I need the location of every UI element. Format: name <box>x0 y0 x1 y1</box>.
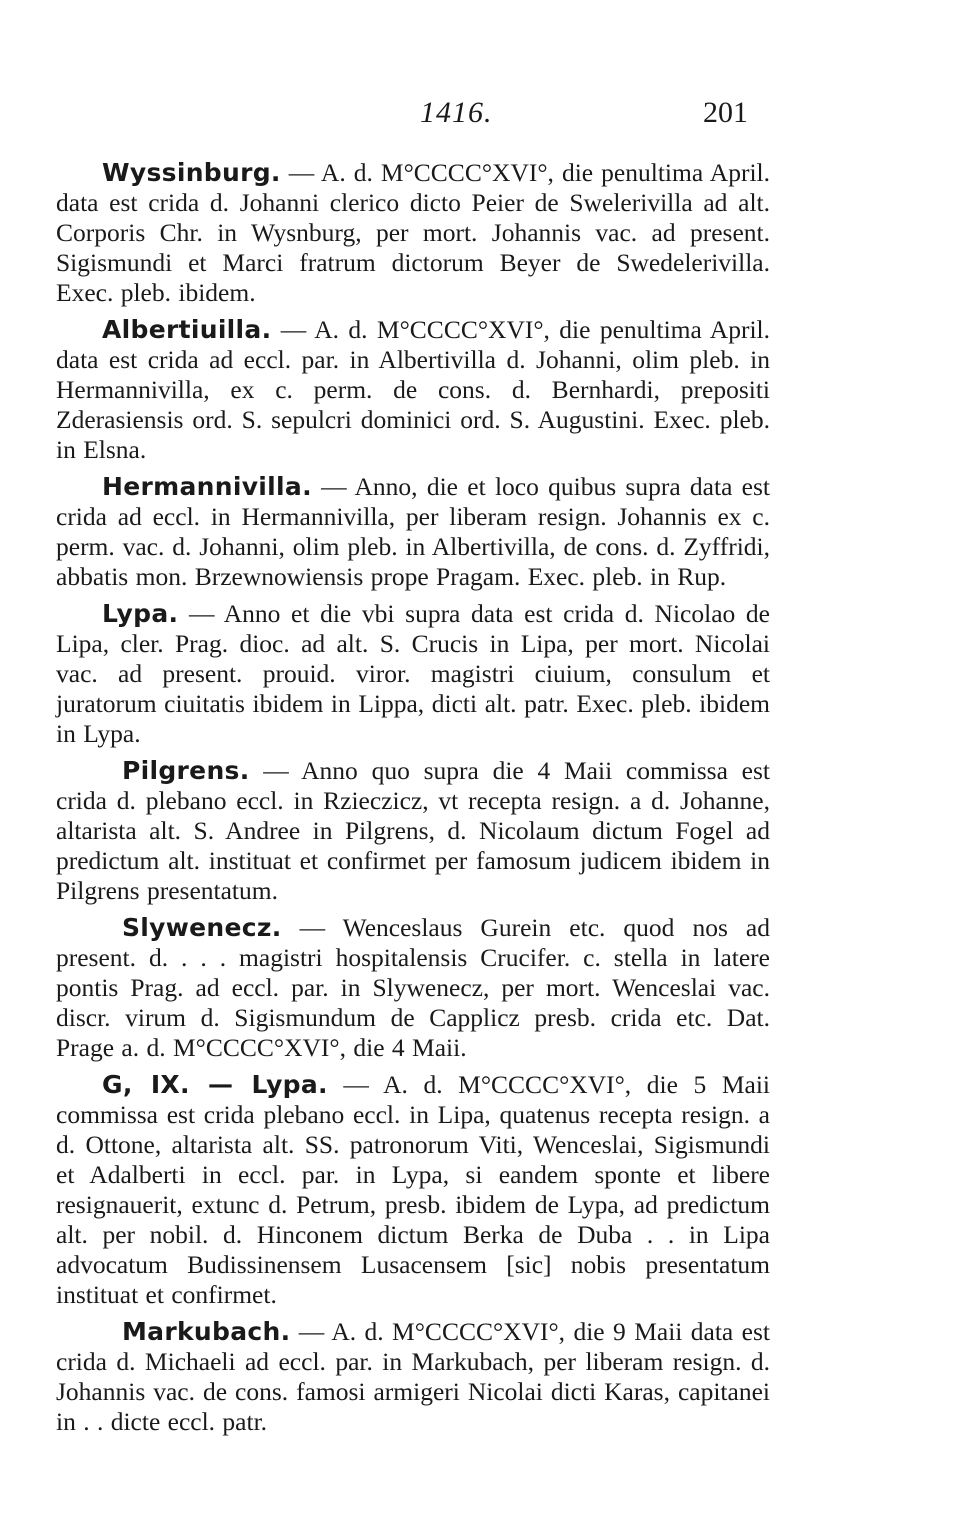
entry-place-name: Pilgrens. <box>122 756 250 785</box>
entry-lypa <box>56 599 770 749</box>
entry-text: — A. d. M°CCCC°XVI°, die 5 Maii commissa est crida plebano eccl. in Lipa, quatenus recepta resign. a d. Ottone, altarista alt. SS. patronorum Viti, Wenceslai, Sigismundi et Adalberti in eccl. par. in Lypa, si eandem sponte et libere resignauerit, extunc d. Petrum, presb. ibidem de Lypa, ad predictum alt. per nobil. d. Hinconem dictum Berka de Duba . . in Lipa advocatum Budissinensem Lusacensem [sic] nobis presentatum instituat et confirmet. <box>56 1070 770 1309</box>
entry-text: — A. d. M°CCCC°XVI°, die penultima April. data est crida d. Johanni clerico dicto Peier de Swelerivilla ad alt. Corporis Chr. in Wysnburg, per mort. Johannis vac. ad present. Sigismundi et Marci fratrum dictorum Beyer de Swedelerivilla. Exec. pleb. ibidem. <box>56 158 770 307</box>
page-number: 201 <box>703 96 748 129</box>
entry-place-name: Albertiuilla. <box>102 315 272 344</box>
entry-place-name: G, IX. — Lypa. <box>102 1070 328 1099</box>
entry-markubach <box>56 1317 770 1437</box>
entry-place-name: Wyssinburg. <box>102 158 281 187</box>
running-head-year: 1416. <box>420 96 493 129</box>
entry-text: — A. d. M°CCCC°XVI°, die penultima April. data est crida ad eccl. par. in Albertivilla d. Johanni, olim pleb. in Hermannivilla, ex c. perm. de cons. d. Bernhardi, prepositi Zderasiensis ord. S. sepulcri dominici ord. S. Augustini. Exec. pleb. in Elsna. <box>56 315 770 464</box>
entry-text: — Wenceslaus Gurein etc. quod nos ad present. d. . . . magistri hospitalensis Crucifer. c. stella in latere pontis Prag. ad eccl. par. in Slywenecz, per mort. Wenceslai vac. discr. virum d. Sigismundum de Capplicz presb. crida etc. Dat. Prage a. d. M°CCCC°XVI°, die 4 Maii. <box>56 913 770 1062</box>
running-head <box>0 96 960 136</box>
entry-text: — Anno, die et loco quibus supra data est crida ad eccl. in Hermannivilla, per liberam resign. Johannis ex c. perm. vac. d. Johanni, olim pleb. in Albertivilla, de cons. d. Zyffridi, abbatis mon. Brzewnowiensis prope Pragam. Exec. pleb. in Rup. <box>56 472 770 591</box>
entry-albertiuilla <box>56 315 770 465</box>
entry-text: — A. d. M°CCCC°XVI°, die 9 Maii data est crida d. Michaeli ad eccl. par. in Markubach, per liberam resign. d. Johannis vac. de cons. famosi armigeri Nicolai dicti Karas, capitanei in . . dicte eccl. patr. <box>56 1317 770 1436</box>
entry-hermannivilla <box>56 472 770 592</box>
page-body <box>56 158 770 1444</box>
entry-slywenecz <box>56 913 770 1063</box>
entry-lypa-ix <box>56 1070 770 1310</box>
entry-wyssinburg <box>56 158 770 308</box>
entry-place-name: Markubach. <box>122 1317 291 1346</box>
entry-place-name: Hermannivilla. <box>102 472 312 501</box>
entry-text: — Anno quo supra die 4 Maii commissa est crida d. plebano eccl. in Rzieczicz, vt recepta resign. a d. Johanne, altarista alt. S. Andree in Pilgrens, d. Nicolaum dictum Fogel ad predictum alt. instituat et confirmet per famosum judicem ibidem in Pilgrens presentatum. <box>56 756 770 905</box>
entry-pilgrens <box>56 756 770 906</box>
entry-place-name: Lypa. <box>102 599 179 628</box>
entry-place-name: Slywenecz. <box>122 913 282 942</box>
entry-text: — Anno et die vbi supra data est crida d. Nicolao de Lipa, cler. Prag. dioc. ad alt. S. Crucis in Lipa, per mort. Nicolai vac. ad present. prouid. viror. magistri ciuium, consulum et juratorum ciuitatis ibidem in Lippa, dicti alt. patr. Exec. pleb. ibidem in Lypa. <box>56 599 770 748</box>
